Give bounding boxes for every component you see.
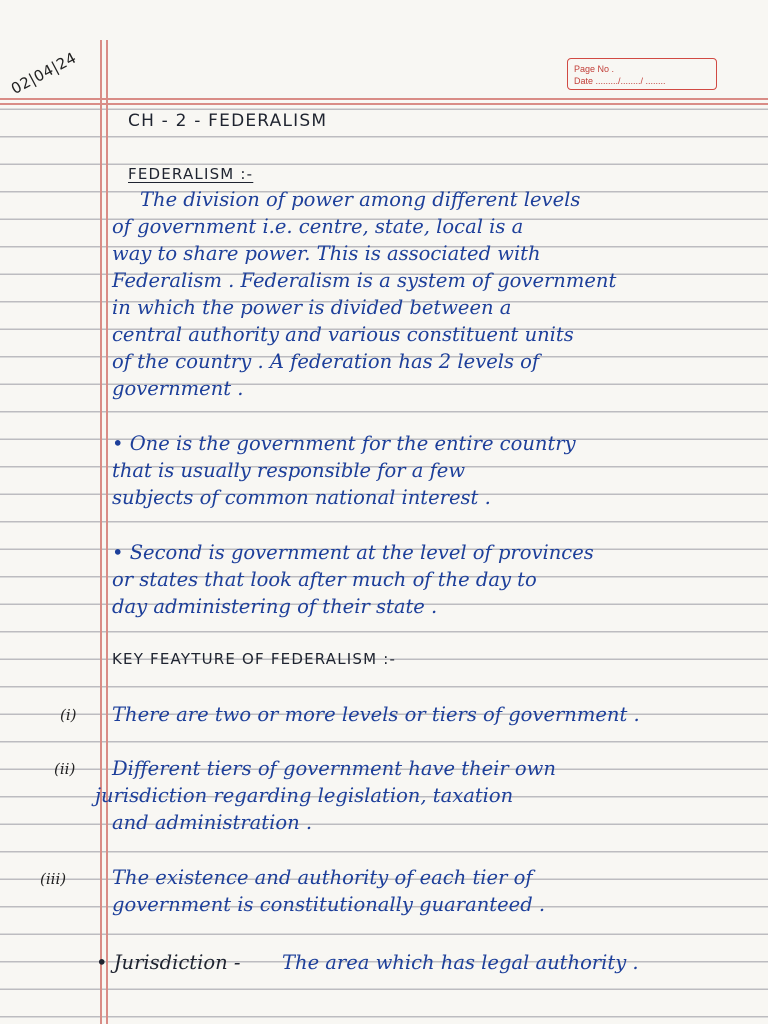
feature-number: (i) [60, 706, 77, 724]
paragraph-line: Federalism . Federalism is a system of government [112, 269, 617, 292]
feature-number: (ii) [54, 760, 76, 778]
feature-line: The existence and authority of each tier of [112, 866, 533, 889]
margin-date: 02|04|24 [8, 48, 80, 98]
bullet-line: subjects of common national interest . [112, 486, 491, 509]
feature-line: and administration . [112, 811, 313, 834]
page-date-box [567, 58, 717, 90]
bullet-line: that is usually responsible for a few [112, 459, 466, 482]
definition-term: • Jurisdiction - [96, 951, 241, 974]
top-margin-line [0, 98, 768, 100]
chapter-title: CH - 2 - FEDERALISM [128, 111, 328, 131]
paragraph-line: of government i.e. centre, state, local is a [112, 215, 524, 238]
bullet-line: or states that look after much of the day to [112, 568, 537, 591]
left-margin-line [100, 40, 102, 1024]
feature-number: (iii) [40, 870, 67, 888]
paragraph-line: central authority and various constituent units [112, 323, 574, 346]
left-margin-line [106, 40, 108, 1024]
paragraph-line: The division of power among different levels [140, 188, 581, 211]
feature-line: There are two or more levels or tiers of government . [112, 703, 640, 726]
definition-text: The area which has legal authority . [282, 951, 639, 974]
feature-line: Different tiers of government have their own [112, 757, 556, 780]
bullet-line: • Second is government at the level of provinces [112, 541, 594, 564]
bullet-line: • One is the government for the entire country [112, 432, 576, 455]
feature-line: jurisdiction regarding legislation, taxation [95, 784, 514, 807]
paragraph-line: in which the power is divided between a [112, 296, 512, 319]
top-margin-line [0, 103, 768, 105]
paragraph-line: government . [112, 377, 244, 400]
paragraph-line: of the country . A federation has 2 levels of [112, 350, 540, 373]
date-label: Date ........./......../ ........ [574, 76, 666, 86]
feature-line: government is constitutionally guaranteed . [112, 893, 546, 916]
bullet-line: day administering of their state . [112, 595, 438, 618]
paragraph-line: way to share power. This is associated with [112, 242, 541, 265]
key-features-heading: KEY FEAYTURE OF FEDERALISM :- [112, 650, 397, 668]
page-no-label: Page No . [574, 64, 615, 74]
section-heading: FEDERALISM :- [128, 165, 254, 183]
